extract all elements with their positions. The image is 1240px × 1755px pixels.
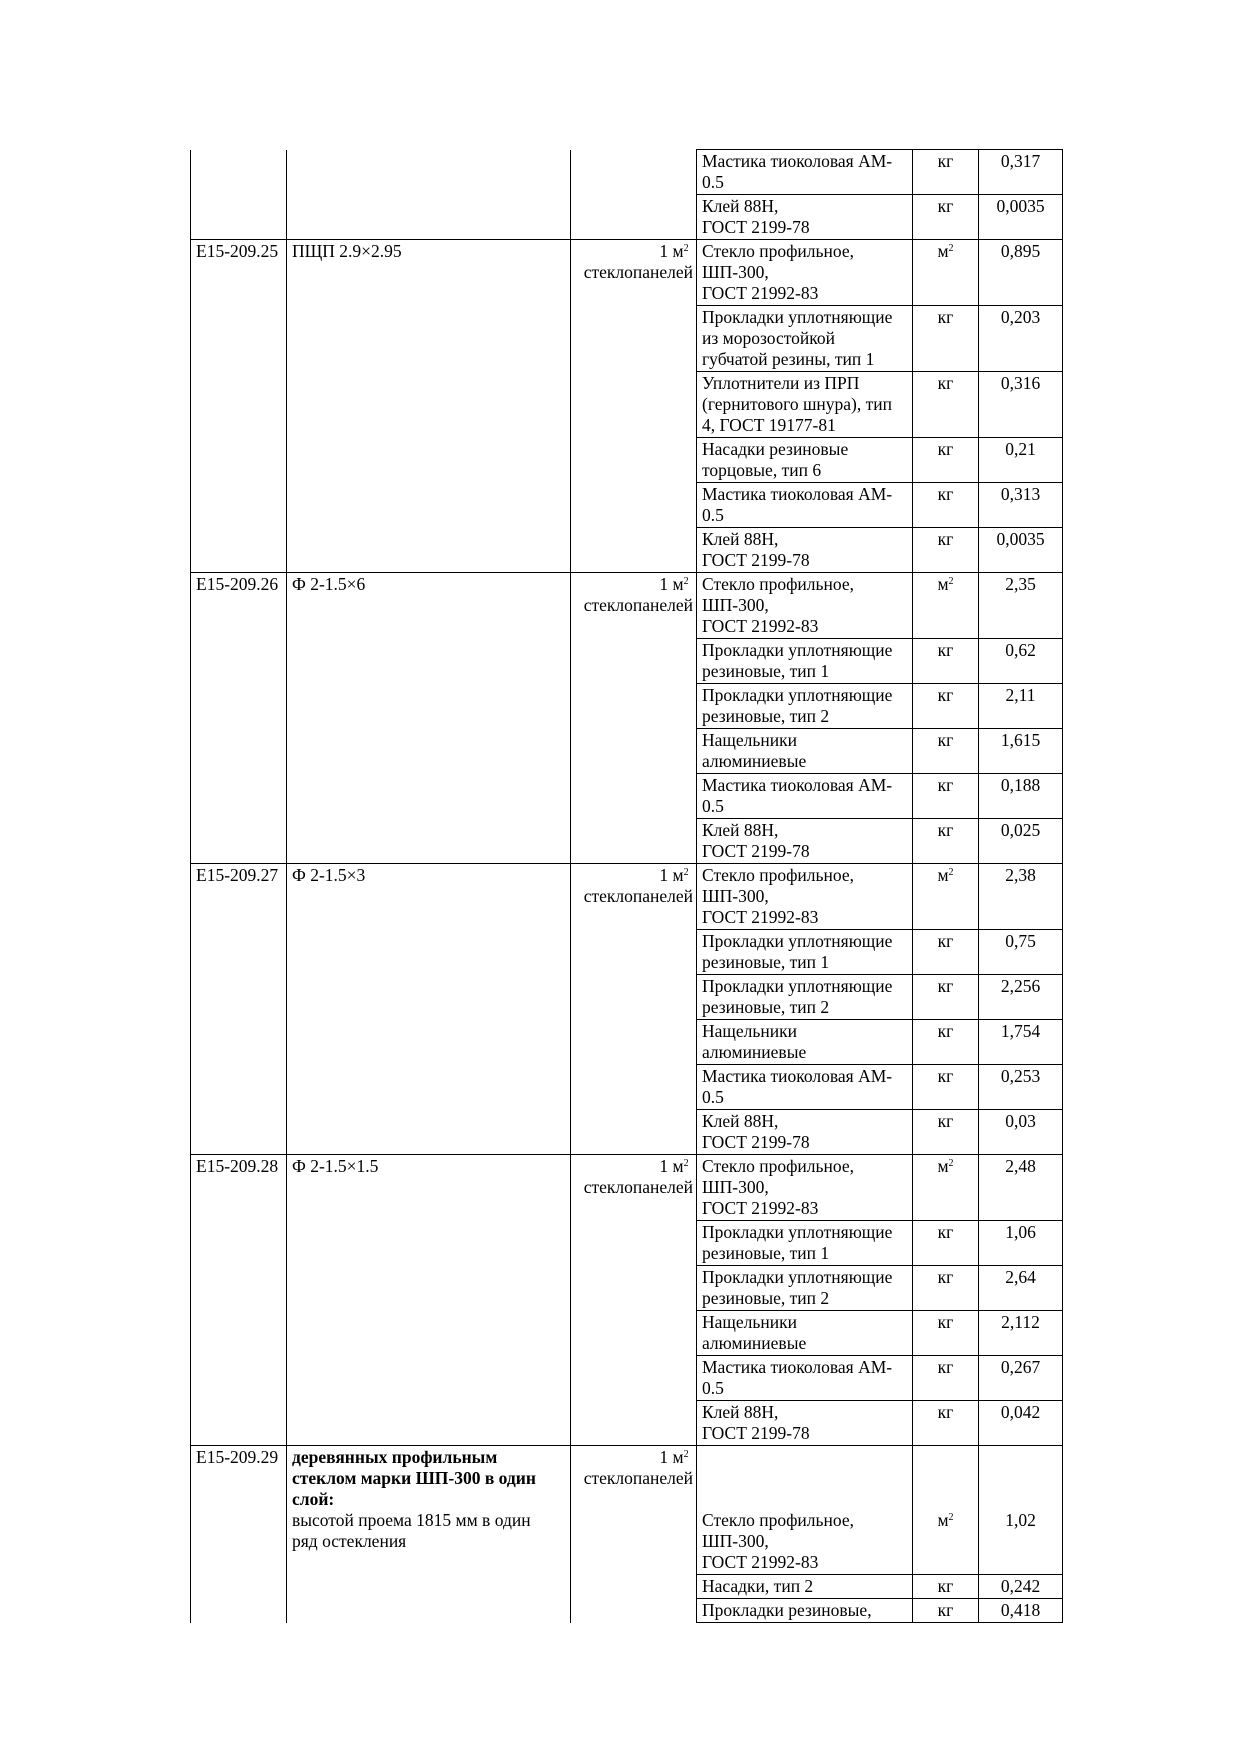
text-line: резиновые, тип 2 <box>702 1288 830 1308</box>
quantity-value: 0,0035 <box>996 529 1045 549</box>
quantity-value: 0,895 <box>1000 241 1041 261</box>
resource-quantity <box>979 1155 1063 1221</box>
text-line: Мастика тиоколовая АМ- <box>702 484 893 504</box>
resource-quantity <box>979 240 1063 306</box>
table-row <box>191 864 1063 930</box>
resource-unit-text: м <box>937 865 949 885</box>
resource-quantity <box>979 729 1063 774</box>
resource-quantity <box>979 306 1063 372</box>
resource-unit-text: кг <box>937 1357 954 1377</box>
text-line: ГОСТ 21992-83 <box>702 616 819 636</box>
quantity-value: 2,64 <box>1005 1267 1036 1287</box>
resource-unit <box>913 1155 979 1221</box>
item-name <box>287 573 571 864</box>
text-line: 0.5 <box>702 172 724 192</box>
text-line: Уплотнители из ПРП <box>702 373 860 393</box>
resource-unit-text: кг <box>937 1600 954 1620</box>
item-name-text: Ф 2-1.5×3 <box>292 865 366 885</box>
text-line: Стекло профильное, <box>702 1510 854 1530</box>
unit-cell-empty <box>571 150 697 195</box>
resource-unit <box>913 528 979 573</box>
resource-name <box>697 1155 913 1221</box>
resource-name <box>697 306 913 372</box>
resource-unit-text: кг <box>937 1222 954 1242</box>
text-line: Прокладки уплотняющие <box>702 307 893 327</box>
resource-name <box>697 684 913 729</box>
item-name-text: Ф 2-1.5×6 <box>292 574 366 594</box>
item-code-text: Е15-209.28 <box>196 1156 279 1176</box>
resource-unit-superscript: 2 <box>948 576 954 587</box>
resource-unit <box>913 975 979 1020</box>
text-line: резиновые, тип 1 <box>702 661 830 681</box>
resource-name <box>697 1266 913 1311</box>
resource-quantity <box>979 1311 1063 1356</box>
resource-unit <box>913 372 979 438</box>
resource-unit <box>913 1401 979 1446</box>
text-line: Прокладки уплотняющие <box>702 640 893 660</box>
resource-unit-text: кг <box>937 820 954 840</box>
text-line: 0.5 <box>702 505 724 525</box>
resource-name <box>697 1311 913 1356</box>
code-cell-empty <box>191 150 287 195</box>
quantity-value: 0,316 <box>1000 373 1041 393</box>
text-line: 4, ГОСТ 19177-81 <box>702 415 836 435</box>
text-line: 0.5 <box>702 796 724 816</box>
text-line: резиновые, тип 1 <box>702 952 830 972</box>
quantity-value: 2,112 <box>1001 1312 1040 1332</box>
text-line: Клей 88Н, <box>702 196 779 216</box>
resource-unit-text: кг <box>937 976 954 996</box>
resource-unit <box>913 729 979 774</box>
resource-unit-text: кг <box>937 1402 954 1422</box>
resource-unit <box>913 819 979 864</box>
text-line: ГОСТ 2199-78 <box>702 217 810 237</box>
resource-unit-text: кг <box>937 730 954 750</box>
resource-unit <box>913 1575 979 1599</box>
quantity-value: 1,02 <box>1005 1510 1036 1530</box>
resource-unit <box>913 150 979 195</box>
text-line: Мастика тиоколовая АМ- <box>702 1357 893 1377</box>
unit-main: 1 м <box>659 865 684 885</box>
text-line: Прокладки уплотняющие <box>702 685 893 705</box>
resource-unit-text: кг <box>937 529 954 549</box>
unit-sub: стеклопанелей <box>583 1468 693 1488</box>
text-line: Нащельники <box>702 730 797 750</box>
resource-quantity <box>979 1221 1063 1266</box>
text-line: алюминиевые <box>702 751 807 771</box>
resource-quantity <box>979 639 1063 684</box>
resource-unit <box>913 774 979 819</box>
resource-name <box>697 483 913 528</box>
resource-quantity <box>979 1065 1063 1110</box>
resource-name <box>697 1401 913 1446</box>
unit-main-line <box>576 1447 693 1468</box>
resource-quantity <box>979 774 1063 819</box>
resource-name <box>697 240 913 306</box>
resource-unit <box>913 930 979 975</box>
resource-unit-text: кг <box>937 484 954 504</box>
code-cell-empty <box>191 195 287 240</box>
unit-main: 1 м <box>659 241 684 261</box>
text-line: Прокладки резиновые, <box>702 1600 872 1620</box>
estimate-table <box>190 149 1063 1623</box>
resource-name <box>697 1356 913 1401</box>
resource-quantity <box>979 930 1063 975</box>
unit-sub: стеклопанелей <box>583 886 693 906</box>
quantity-value: 0,317 <box>1000 151 1041 171</box>
resource-unit-text: кг <box>937 1021 954 1041</box>
unit-sub: стеклопанелей <box>583 1177 693 1197</box>
unit-of-measure <box>571 1446 697 1623</box>
resource-unit <box>913 1356 979 1401</box>
resource-name <box>697 1575 913 1599</box>
resource-unit <box>913 864 979 930</box>
text-line: резиновые, тип 1 <box>702 1243 830 1263</box>
text-line: ГОСТ 2199-78 <box>702 1423 810 1443</box>
text-line: Мастика тиоколовая АМ- <box>702 1066 893 1086</box>
text-line: Прокладки уплотняющие <box>702 931 893 951</box>
text-line: Клей 88Н, <box>702 1402 779 1422</box>
resource-unit-text: кг <box>937 685 954 705</box>
item-name <box>287 1155 571 1446</box>
text-line: (гернитового шнура), тип <box>702 394 893 414</box>
text-line: слой: <box>292 1489 335 1509</box>
text-line: Стекло профильное, <box>702 574 854 594</box>
resource-quantity <box>979 1446 1063 1575</box>
unit-main: 1 м <box>659 1447 684 1467</box>
resource-name <box>697 438 913 483</box>
text-line: алюминиевые <box>702 1333 807 1353</box>
resource-unit <box>913 1110 979 1155</box>
resource-quantity <box>979 150 1063 195</box>
resource-unit <box>913 1020 979 1065</box>
quantity-value: 0,418 <box>1000 1600 1041 1620</box>
unit-cell-empty <box>571 195 697 240</box>
text-line: Клей 88Н, <box>702 529 779 549</box>
resource-quantity <box>979 1599 1063 1623</box>
quantity-value: 1,06 <box>1005 1222 1036 1242</box>
resource-name <box>697 639 913 684</box>
text-line: ГОСТ 21992-83 <box>702 1552 819 1572</box>
resource-unit <box>913 240 979 306</box>
quantity-value: 1,754 <box>1000 1021 1041 1041</box>
table-row <box>191 1446 1063 1575</box>
text-line: торцовые, тип 6 <box>702 460 822 480</box>
resource-unit <box>913 1311 979 1356</box>
text-line: Стекло профильное, <box>702 241 854 261</box>
text-line: ШП-300, <box>702 886 769 906</box>
table-row <box>191 240 1063 306</box>
resource-unit-text: кг <box>937 373 954 393</box>
resource-name <box>697 930 913 975</box>
text-line: ШП-300, <box>702 1177 769 1197</box>
item-code <box>191 864 287 1155</box>
unit-superscript: 2 <box>683 243 689 254</box>
text-line: ряд остекления <box>292 1531 407 1551</box>
unit-main-line <box>576 1156 693 1177</box>
unit-of-measure <box>571 573 697 864</box>
resource-unit-text: кг <box>937 151 954 171</box>
quantity-value: 0,188 <box>1000 775 1041 795</box>
text-line: деревянных профильным <box>292 1447 498 1467</box>
resource-unit <box>913 573 979 639</box>
quantity-value: 0,242 <box>1000 1576 1041 1596</box>
resource-unit-text: кг <box>937 1111 954 1131</box>
table-row <box>191 573 1063 639</box>
quantity-value: 0,203 <box>1000 307 1041 327</box>
unit-of-measure <box>571 240 697 573</box>
unit-of-measure <box>571 1155 697 1446</box>
resource-unit <box>913 438 979 483</box>
text-line: Нащельники <box>702 1021 797 1041</box>
text-line: ГОСТ 2199-78 <box>702 1132 810 1152</box>
text-line: ГОСТ 2199-78 <box>702 550 810 570</box>
item-name <box>287 240 571 573</box>
unit-of-measure <box>571 864 697 1155</box>
text-line: губчатой резины, тип 1 <box>702 349 875 369</box>
quantity-value: 0,253 <box>1000 1066 1041 1086</box>
text-line: Стекло профильное, <box>702 1156 854 1176</box>
resource-unit <box>913 1599 979 1623</box>
resource-name <box>697 975 913 1020</box>
resource-unit-text: м <box>937 241 949 261</box>
resource-quantity <box>979 1575 1063 1599</box>
resource-unit-text: м <box>937 574 949 594</box>
resource-quantity <box>979 975 1063 1020</box>
resource-name <box>697 1110 913 1155</box>
text-line: Насадки, тип 2 <box>702 1576 814 1596</box>
item-code-text: Е15-209.27 <box>196 865 279 885</box>
resource-name <box>697 1020 913 1065</box>
text-line: ГОСТ 21992-83 <box>702 1198 819 1218</box>
unit-main-line <box>576 241 693 262</box>
resource-unit-text: кг <box>937 439 954 459</box>
resource-unit-text: м <box>937 1156 949 1176</box>
resource-quantity <box>979 573 1063 639</box>
unit-superscript: 2 <box>683 1449 689 1460</box>
item-code <box>191 240 287 573</box>
name-cell-empty <box>287 195 571 240</box>
text-line: резиновые, тип 2 <box>702 997 830 1017</box>
item-name <box>287 1446 571 1623</box>
text-line: 0.5 <box>702 1378 724 1398</box>
text-line: ГОСТ 21992-83 <box>702 907 819 927</box>
resource-quantity <box>979 438 1063 483</box>
resource-quantity <box>979 528 1063 573</box>
text-line: ШП-300, <box>702 595 769 615</box>
resource-unit-text: кг <box>937 196 954 216</box>
resource-quantity <box>979 864 1063 930</box>
unit-main: 1 м <box>659 1156 684 1176</box>
unit-main-line <box>576 865 693 886</box>
resource-unit-text: м <box>937 1510 949 1530</box>
name-cell-empty <box>287 150 571 195</box>
resource-unit <box>913 1266 979 1311</box>
resource-name <box>697 819 913 864</box>
quantity-value: 0,03 <box>1005 1111 1036 1131</box>
resource-quantity <box>979 1356 1063 1401</box>
resource-name <box>697 729 913 774</box>
resource-name <box>697 864 913 930</box>
resource-unit-text: кг <box>937 931 954 951</box>
quantity-value: 0,313 <box>1000 484 1041 504</box>
resource-unit-text: кг <box>937 1066 954 1086</box>
item-name <box>287 864 571 1155</box>
resource-unit <box>913 195 979 240</box>
resource-name <box>697 372 913 438</box>
unit-superscript: 2 <box>683 576 689 587</box>
quantity-value: 2,38 <box>1005 865 1036 885</box>
resource-quantity <box>979 1401 1063 1446</box>
text-line: Клей 88Н, <box>702 820 779 840</box>
resource-quantity <box>979 372 1063 438</box>
quantity-value: 2,48 <box>1005 1156 1036 1176</box>
resource-quantity <box>979 819 1063 864</box>
table-row <box>191 150 1063 195</box>
resource-name <box>697 1221 913 1266</box>
text-line: Мастика тиоколовая АМ- <box>702 151 893 171</box>
resource-name <box>697 774 913 819</box>
quantity-value: 2,11 <box>1005 685 1036 705</box>
quantity-value: 2,256 <box>1000 976 1041 996</box>
item-name-text: ПЩП 2.9×2.95 <box>292 241 402 261</box>
unit-superscript: 2 <box>683 1158 689 1169</box>
text-line: Мастика тиоколовая АМ- <box>702 775 893 795</box>
resource-unit-text: кг <box>937 640 954 660</box>
resource-unit-text: кг <box>937 307 954 327</box>
resource-unit <box>913 1065 979 1110</box>
quantity-value: 2,35 <box>1005 574 1036 594</box>
resource-quantity <box>979 1266 1063 1311</box>
resource-unit-superscript: 2 <box>948 1512 954 1523</box>
unit-sub: стеклопанелей <box>583 262 693 282</box>
table-row <box>191 1155 1063 1221</box>
item-name-text: Ф 2-1.5×1.5 <box>292 1156 379 1176</box>
item-code-text: Е15-209.29 <box>196 1447 279 1467</box>
resource-unit-superscript: 2 <box>948 1158 954 1169</box>
text-line: Стекло профильное, <box>702 865 854 885</box>
resource-unit <box>913 684 979 729</box>
resource-unit <box>913 306 979 372</box>
resource-unit-superscript: 2 <box>948 243 954 254</box>
item-code-text: Е15-209.25 <box>196 241 279 261</box>
item-code <box>191 1155 287 1446</box>
quantity-value: 0,042 <box>1000 1402 1041 1422</box>
resource-name <box>697 150 913 195</box>
unit-main: 1 м <box>659 574 684 594</box>
unit-sub: стеклопанелей <box>583 595 693 615</box>
resource-unit-text: кг <box>937 1576 954 1596</box>
quantity-value: 0,025 <box>1000 820 1041 840</box>
resource-quantity <box>979 1020 1063 1065</box>
resource-name <box>697 573 913 639</box>
text-line: ГОСТ 2199-78 <box>702 841 810 861</box>
resource-name <box>697 195 913 240</box>
quantity-value: 0,267 <box>1000 1357 1041 1377</box>
resource-unit-superscript: 2 <box>948 867 954 878</box>
text-line: высотой проема 1815 мм в один <box>292 1510 531 1530</box>
unit-main-line <box>576 574 693 595</box>
quantity-value: 0,75 <box>1005 931 1036 951</box>
text-line: Прокладки уплотняющие <box>702 1267 893 1287</box>
resource-quantity <box>979 483 1063 528</box>
resource-unit <box>913 1221 979 1266</box>
resource-quantity <box>979 684 1063 729</box>
text-line: ШП-300, <box>702 1531 769 1551</box>
resource-quantity <box>979 1110 1063 1155</box>
text-line: Насадки резиновые <box>702 439 849 459</box>
unit-superscript: 2 <box>683 867 689 878</box>
text-line: ШП-300, <box>702 262 769 282</box>
resource-name <box>697 1065 913 1110</box>
text-line: ГОСТ 21992-83 <box>702 283 819 303</box>
resource-quantity <box>979 195 1063 240</box>
resource-unit-text: кг <box>937 1312 954 1332</box>
item-code <box>191 1446 287 1623</box>
text-line: Клей 88Н, <box>702 1111 779 1131</box>
resource-unit <box>913 483 979 528</box>
text-line: 0.5 <box>702 1087 724 1107</box>
text-line: резиновые, тип 2 <box>702 706 830 726</box>
text-line: Нащельники <box>702 1312 797 1332</box>
resource-unit <box>913 1446 979 1575</box>
text-line: алюминиевые <box>702 1042 807 1062</box>
resource-name <box>697 1599 913 1623</box>
resource-name <box>697 1446 913 1575</box>
text-line: стеклом марки ШП-300 в один <box>292 1468 536 1488</box>
resource-unit-text: кг <box>937 1267 954 1287</box>
item-code <box>191 573 287 864</box>
text-line: Прокладки уплотняющие <box>702 1222 893 1242</box>
quantity-value: 0,21 <box>1005 439 1036 459</box>
quantity-value: 0,62 <box>1005 640 1036 660</box>
text-line: из морозостойкой <box>702 328 836 348</box>
table-row <box>191 195 1063 240</box>
resource-unit <box>913 639 979 684</box>
resource-unit-text: кг <box>937 775 954 795</box>
item-code-text: Е15-209.26 <box>196 574 279 594</box>
resource-name <box>697 528 913 573</box>
text-line: Прокладки уплотняющие <box>702 976 893 996</box>
quantity-value: 0,0035 <box>996 196 1045 216</box>
table-body <box>191 150 1063 1623</box>
quantity-value: 1,615 <box>1000 730 1041 750</box>
